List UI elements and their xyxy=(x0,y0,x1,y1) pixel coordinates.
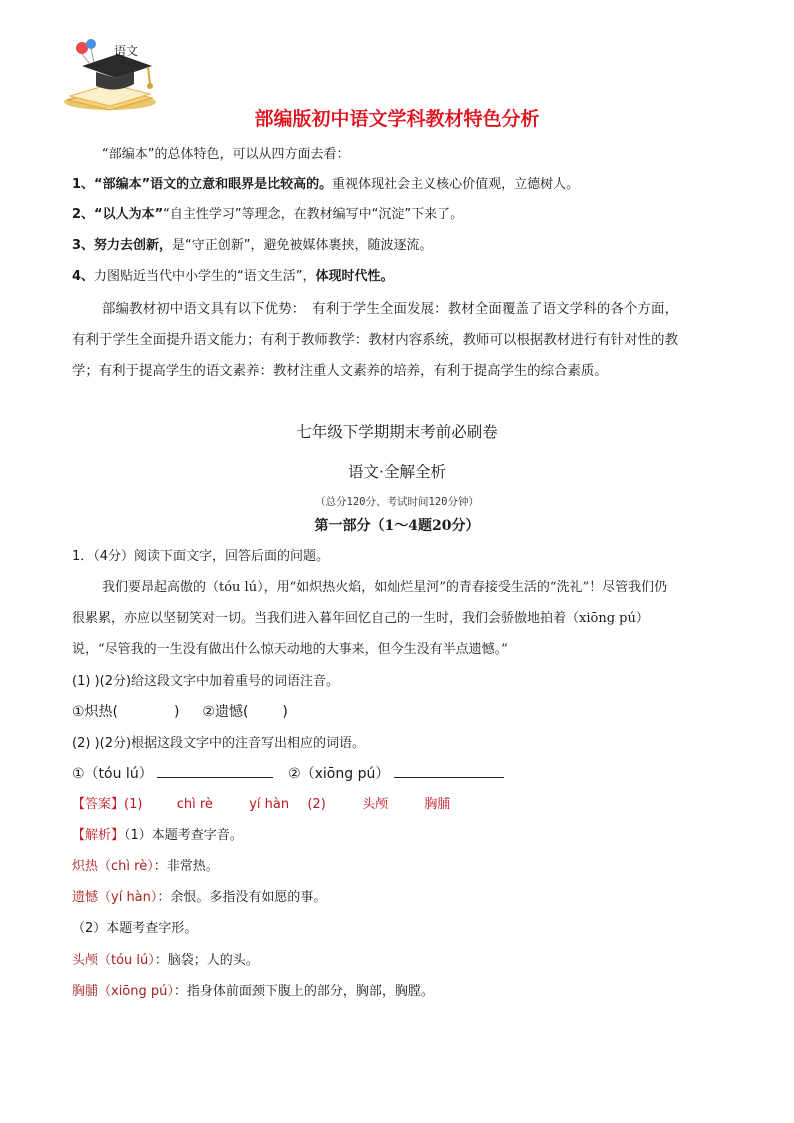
item-yihan-close: ) xyxy=(282,704,288,720)
analysis-toulu-word: 头颅（tóu lú） xyxy=(72,953,155,968)
item-toulu-label: ①（tóu lú） xyxy=(72,766,153,782)
analysis-chire xyxy=(72,858,219,876)
sub-question-2-items xyxy=(72,765,504,783)
point-1 xyxy=(72,176,579,194)
exam-subtitle: 语文·全解全析 xyxy=(348,463,446,481)
analysis-line-1 xyxy=(72,827,243,845)
item-yihan-label: ②遗憾( xyxy=(202,704,249,720)
point-1-rest: 重视体现社会主义核心价值观，立德树人。 xyxy=(332,177,580,192)
page-title: 部编版初中语文学科教材特色分析 xyxy=(254,108,540,130)
graduation-cap-book-icon xyxy=(60,38,160,112)
point-4-bold-b: 体现时代性。 xyxy=(315,269,394,284)
analysis-part-1: （1）本题考查字音。 xyxy=(124,828,243,843)
analysis-yihan-word: 遗憾（yí hàn） xyxy=(72,890,158,905)
exam-score-note: （总分120分、考试时间120分钟） xyxy=(315,496,479,508)
analysis-chire-def: ：非常热。 xyxy=(153,859,219,874)
analysis-toulu-def: ：脑袋；人的头。 xyxy=(154,953,259,968)
answer-part-2: (2) xyxy=(307,797,326,812)
point-2-rest: “自主性学习”等理念，在教材编写中“沉淀”下来了。 xyxy=(163,207,464,222)
item-xiongpu-label: ②（xiōng pú） xyxy=(288,766,390,782)
answer-xiongpu: 胸脯 xyxy=(424,797,451,812)
analysis-xiongpu xyxy=(72,983,434,1001)
point-3-rest: 是“守正创新”，避免被媒体裹挟，随波逐流。 xyxy=(172,238,433,253)
analysis-chire-word: 炽热（chì rè） xyxy=(72,859,154,874)
point-2-bold: 2、“以人为本” xyxy=(72,207,164,222)
point-2 xyxy=(72,206,463,224)
exam-part-heading: 第一部分（1～4题20分） xyxy=(314,518,480,534)
answer-toulu: 头颅 xyxy=(362,797,389,812)
exam-title: 七年级下学期期末考前必刷卷 xyxy=(296,423,498,441)
sub-question-1: (1) )(2分)给这段文字中加着重号的词语注音。 xyxy=(72,674,340,689)
analysis-yihan-def: ：余恨。多指没有如愿的事。 xyxy=(157,890,327,905)
answer-blank-1 xyxy=(157,765,273,778)
item-chire-label: ①炽热( xyxy=(72,704,119,720)
answer-line xyxy=(72,796,450,814)
analysis-toulu xyxy=(72,952,259,970)
point-4-bold-a: 4、 xyxy=(72,269,95,284)
answer-blank-2 xyxy=(394,765,504,778)
point-1-bold: 1、“部编本”语文的立意和眼界是比较高的。 xyxy=(72,177,333,192)
analysis-yihan xyxy=(72,889,326,907)
point-3 xyxy=(72,237,433,255)
sub-question-2: (2) )(2分)根据这段文字中的注音写出相应的词语。 xyxy=(72,736,366,751)
question-1-passage: 我们要昂起高傲的（tóu lú），用“如炽热火焰，如灿烂星河”的青春接受生活的“洗礼”！尽管我们仍很累累，亦应以坚韧笑对一切。当我们进入暮年回忆自己的一生时，我们会骄傲地拍着（xiōng pú）说，“尽管我的一生没有做出什么惊天动地的大事来，但今生没有半点遗憾。” xyxy=(72,580,668,657)
analysis-label: 【解析】 xyxy=(72,828,125,843)
analysis-xiongpu-word: 胸脯（xiōng pú） xyxy=(72,984,174,999)
analysis-part-2: （2）本题考查字形。 xyxy=(72,921,198,936)
logo-text: 语文 xyxy=(114,44,139,58)
item-chire-close: ) xyxy=(174,704,180,720)
question-1-stem: 1．（4分）阅读下面文字，回答后面的问题。 xyxy=(72,549,330,564)
point-4-rest: 力图贴近当代中小学生的“语文生活”， xyxy=(94,269,316,284)
point-4 xyxy=(72,268,394,286)
answer-chire: chì rè xyxy=(176,797,213,812)
answer-label: 【答案】(1) xyxy=(72,797,143,812)
advantages-paragraph: 部编教材初中语文具有以下优势： 有利于学生全面发展：教材全面覆盖了语文学科的各个方面，有利于学生全面提升语文能力；有利于教师教学：教材内容系统，教师可以根据教材进行有针对性的教学；有利于提高学生的语文素养：教材注重人文素养的培养，有利于提高学生的综合素质。 xyxy=(72,302,678,379)
answer-yihan: yí hàn xyxy=(249,797,290,812)
sub-question-1-items xyxy=(72,703,288,721)
intro-line: “部编本”的总体特色，可以从四方面去看： xyxy=(102,147,350,162)
point-3-bold: 3、努力去创新， xyxy=(72,238,173,253)
analysis-xiongpu-def: ：指身体前面颈下腹上的部分，胸部，胸膛。 xyxy=(173,984,434,999)
